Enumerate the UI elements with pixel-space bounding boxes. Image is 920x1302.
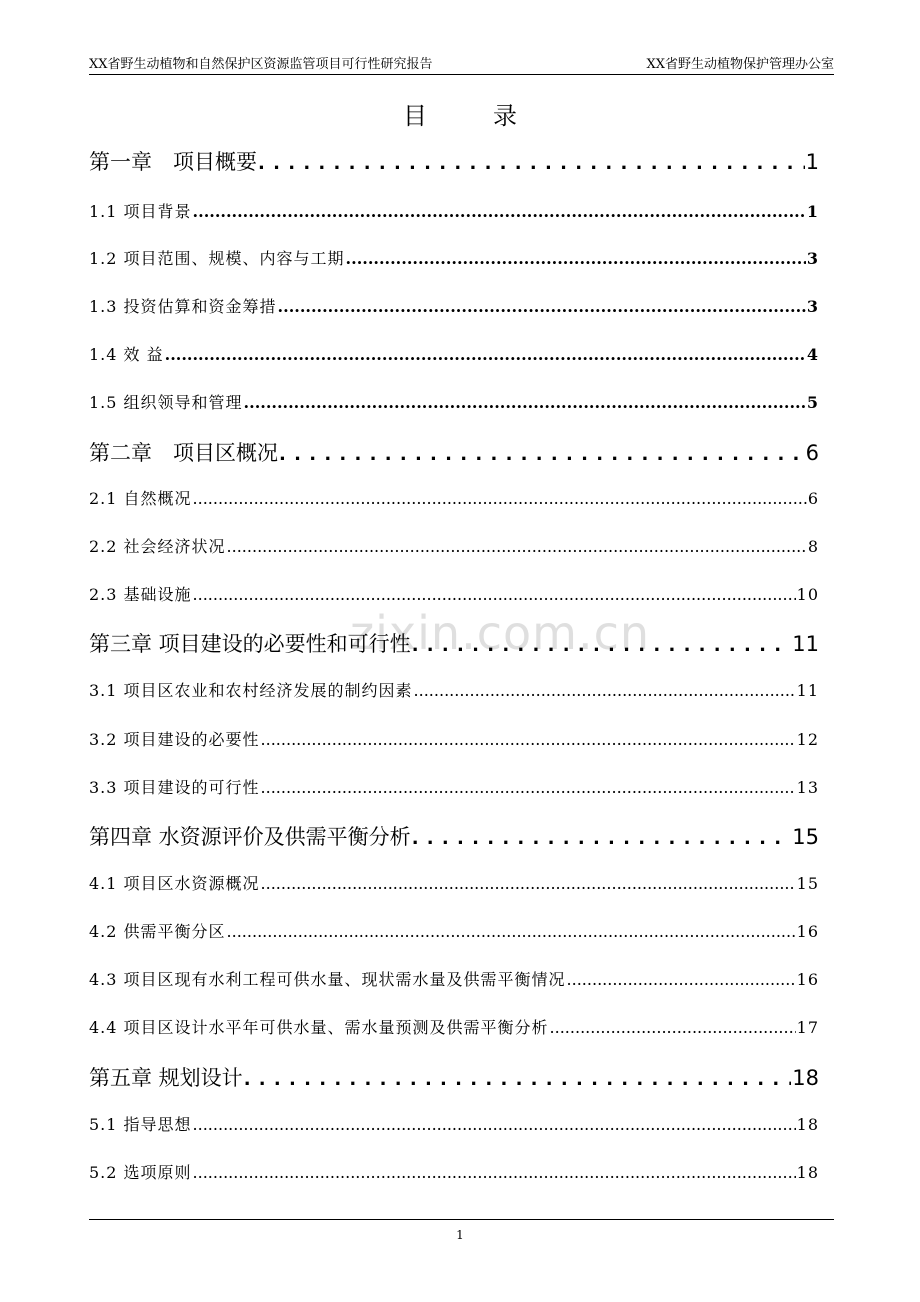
toc-entry-label: 1.4 效 益: [89, 345, 164, 364]
toc-entry-page: 3: [806, 297, 819, 316]
toc-entry-label: 3.1 项目区农业和农村经济发展的制约因素: [89, 681, 413, 700]
toc-entry-2-1[interactable]: [89, 486, 819, 509]
toc-entry-page: 13: [796, 778, 819, 797]
toc-entry-page: 15: [796, 874, 819, 893]
page-number: 1: [456, 1228, 464, 1242]
toc-entry-page: 1: [805, 150, 819, 174]
toc-entry-label: 1.2 项目范围、规模、内容与工期: [89, 249, 345, 268]
toc-entry-page: 18: [792, 1066, 819, 1090]
toc-entry-chapter-5[interactable]: [89, 1062, 819, 1092]
toc-entry-label: 第四章 水资源评价及供需平衡分析: [89, 825, 411, 849]
toc-entry-label: 2.1 自然概况: [89, 489, 192, 508]
toc-entry-label: 2.3 基础设施: [89, 585, 192, 604]
toc-entry-page: 15: [792, 825, 819, 849]
leader-dots: [550, 1018, 796, 1037]
toc-entry-page: 4: [806, 345, 819, 364]
toc-entry-2-2[interactable]: [89, 534, 819, 557]
toc-entry-1-4[interactable]: [89, 342, 819, 365]
toc-entry-label: 1.3 投资估算和资金筹措: [89, 297, 277, 316]
toc-entry-3-3[interactable]: [89, 775, 819, 798]
toc-entry-page: 3: [806, 249, 819, 268]
toc-title: 目录: [403, 102, 583, 130]
footer-rule: [89, 1219, 834, 1220]
leader-dots: [278, 297, 806, 316]
toc-entry-2-3[interactable]: [89, 582, 819, 605]
toc-entry-page: 6: [805, 441, 819, 465]
toc-entry-chapter-3[interactable]: [89, 628, 819, 658]
leader-dots: [261, 778, 796, 797]
toc-entry-chapter-4[interactable]: [89, 821, 819, 851]
leader-dots: [279, 444, 805, 465]
toc-entry-4-3[interactable]: [89, 967, 819, 990]
toc-entry-label: 4.2 供需平衡分区: [89, 922, 226, 941]
toc-entry-5-1[interactable]: [89, 1112, 819, 1135]
toc-entry-label: 4.3 项目区现有水利工程可供水量、现状需水量及供需平衡情况: [89, 970, 566, 989]
toc-entry-1-3[interactable]: [89, 294, 819, 317]
toc-entry-4-2[interactable]: [89, 919, 819, 942]
toc-entry-page: 17: [796, 1018, 819, 1037]
header-right-text: XX省野生动植物保护管理办公室: [646, 57, 834, 72]
toc-entry-4-1[interactable]: [89, 871, 819, 894]
toc-entry-4-4[interactable]: [89, 1015, 819, 1038]
toc-entry-page: 6: [807, 489, 819, 508]
toc-entry-page: 11: [792, 632, 819, 656]
leader-dots: [193, 202, 806, 221]
toc-entry-page: 18: [796, 1163, 819, 1182]
leader-dots: [261, 874, 796, 893]
toc-entry-page: 12: [796, 730, 819, 749]
toc-entry-1-5[interactable]: [89, 390, 819, 413]
toc-entry-label: 3.2 项目建设的必要性: [89, 730, 260, 749]
toc-entry-3-1[interactable]: [89, 678, 819, 701]
toc-entry-page: 1: [806, 202, 819, 221]
toc-entry-3-2[interactable]: [89, 727, 819, 750]
leader-dots: [244, 393, 806, 412]
leader-dots: [346, 249, 806, 268]
toc-entry-page: 10: [796, 585, 819, 604]
leader-dots: [165, 345, 806, 364]
toc-entry-label: 3.3 项目建设的可行性: [89, 778, 260, 797]
leader-dots: [193, 1115, 796, 1134]
toc-entry-label: 第一章 项目概要: [89, 150, 257, 174]
toc-entry-label: 1.5 组织领导和管理: [89, 393, 243, 412]
toc-entry-chapter-1[interactable]: [89, 146, 819, 176]
toc-entry-5-2[interactable]: [89, 1160, 819, 1183]
leader-dots: [412, 828, 792, 849]
toc-entry-1-2[interactable]: [89, 246, 819, 269]
toc-entry-page: 16: [796, 922, 819, 941]
watermark: zixin.com.cn: [350, 606, 651, 660]
toc-entry-1-1[interactable]: [89, 199, 819, 222]
leader-dots: [412, 635, 792, 656]
toc-entry-chapter-2[interactable]: [89, 437, 819, 467]
leader-dots: [261, 730, 796, 749]
toc-entry-page: 5: [806, 393, 819, 412]
toc-entry-label: 1.1 项目背景: [89, 202, 192, 221]
toc-entry-page: 11: [796, 681, 819, 700]
toc-entry-label: 5.2 选项原则: [89, 1163, 192, 1182]
toc-entry-label: 第五章 规划设计: [89, 1066, 243, 1090]
toc-entry-label: 2.2 社会经济状况: [89, 537, 226, 556]
leader-dots: [567, 970, 796, 989]
leader-dots: [414, 681, 796, 700]
toc-entry-label: 5.1 指导思想: [89, 1115, 192, 1134]
leader-dots: [227, 537, 807, 556]
leader-dots: [227, 922, 796, 941]
toc-entry-page: 8: [807, 537, 819, 556]
toc-entry-page: 16: [796, 970, 819, 989]
header-left-text: XX省野生动植物和自然保护区资源监管项目可行性研究报告: [89, 57, 433, 72]
toc-entry-page: 18: [796, 1115, 819, 1134]
toc-entry-label: 4.4 项目区设计水平年可供水量、需水量预测及供需平衡分析: [89, 1018, 549, 1037]
leader-dots: [193, 585, 796, 604]
toc-entry-label: 第二章 项目区概况: [89, 441, 278, 465]
leader-dots: [258, 153, 805, 174]
leader-dots: [244, 1069, 792, 1090]
toc-entry-label: 第三章 项目建设的必要性和可行性: [89, 632, 411, 656]
leader-dots: [193, 1163, 796, 1182]
page-header: [89, 50, 834, 75]
toc-entry-label: 4.1 项目区水资源概况: [89, 874, 260, 893]
leader-dots: [193, 489, 807, 508]
